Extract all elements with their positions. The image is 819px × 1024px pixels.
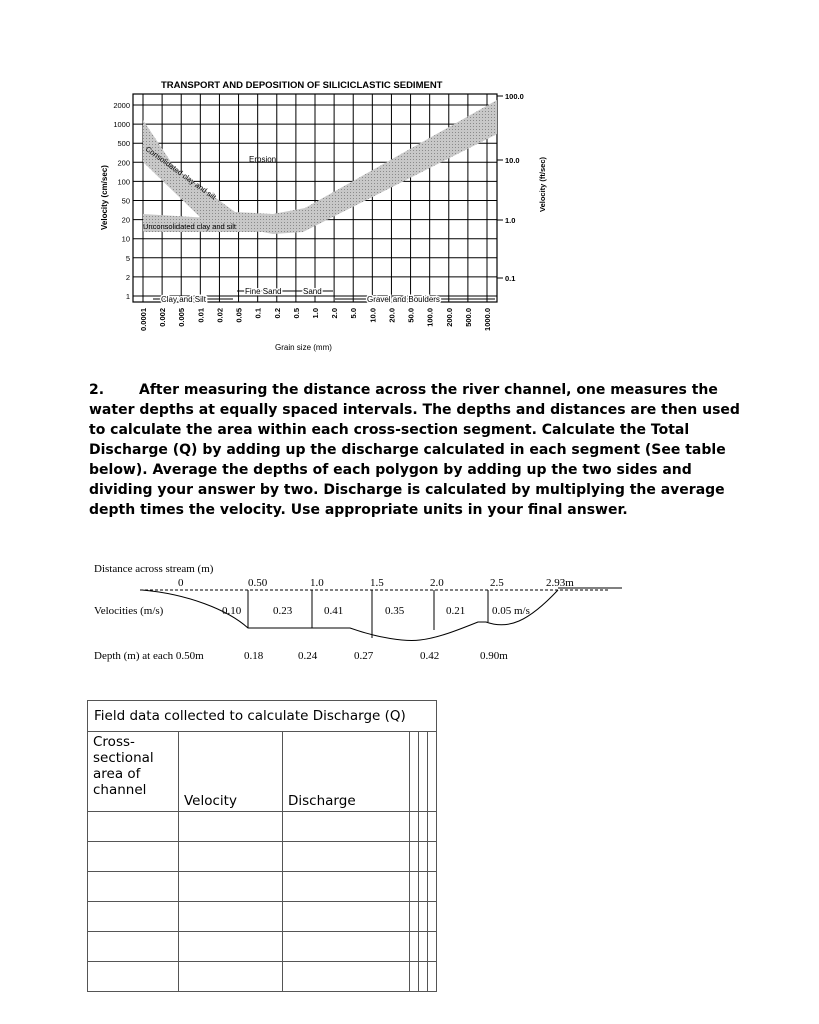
table-row (88, 872, 437, 902)
y-right-ticks (497, 92, 524, 283)
table-cell (419, 902, 428, 932)
table-cell[interactable] (283, 932, 410, 962)
table-cell (419, 842, 428, 872)
table-cell (410, 872, 419, 902)
gravel-label: Gravel and Boulders (367, 295, 440, 304)
sand-label: Sand (303, 287, 322, 296)
y-left-tick-label: 2 (125, 272, 130, 282)
x-tick-label: 0.2 (272, 308, 282, 319)
table-cell (428, 932, 437, 962)
x-tick-label: 0.01 (196, 308, 206, 323)
depth-value: 0.90m (480, 650, 508, 662)
velocity-value: 0.05 m/s (492, 605, 530, 617)
question-text: After measuring the distance across the river channel, one measures the water depths at equally spaced intervals. The depths and distances are then used to calculate the area within each cross-section segment. Calculate the Total Discharge (Q) by adding up the discharge calculated in each segment (See table below). Average the depths of each polygon by adding up the two sides and dividing your answer by two. Discharge is calculated by multiplying the average depth times the velocity. Use appropriate units in your final answer. (89, 382, 740, 518)
x-tick-label: 1.0 (311, 308, 320, 319)
distance-value: 2.0 (430, 577, 444, 589)
velocity-value: 0.41 (324, 605, 344, 617)
question-2 (89, 380, 749, 520)
table-cell[interactable] (179, 902, 283, 932)
table-cell[interactable] (88, 962, 179, 992)
table-cell (419, 962, 428, 992)
x-tick-label: 0.05 (234, 308, 244, 323)
y-right-tick-label: 0.1 (505, 274, 516, 283)
table-title: Field data collected to calculate Discharge (Q) (88, 701, 437, 732)
distance-values (178, 577, 574, 589)
x-tick-label: 0.002 (158, 308, 168, 327)
distance-value: 0.50 (248, 577, 268, 589)
y-left-tick-label: 20 (121, 215, 130, 225)
velocities-label: Velocities (m/s) (94, 605, 164, 617)
band-unconsolidated-label: Unconsolidated clay and silt (143, 222, 236, 231)
table-row (88, 902, 437, 932)
table-cell (419, 872, 428, 902)
table-cell[interactable] (88, 812, 179, 842)
y-left-tick-label: 200 (117, 158, 130, 168)
y-left-tick-label: 1000 (113, 120, 130, 130)
table-cell[interactable] (283, 962, 410, 992)
table-cell (410, 902, 419, 932)
y-left-tick-label: 10 (121, 234, 130, 244)
y-left-tick-label: 100 (117, 177, 130, 187)
hjulstrom-diagram (95, 72, 565, 372)
x-tick-label: 1000.0 (483, 308, 492, 331)
diagram-title: TRANSPORT AND DEPOSITION OF SILICICLASTIC SEDIMENT (161, 80, 443, 91)
x-tick-label: 2.0 (330, 308, 340, 319)
table-cell[interactable] (179, 842, 283, 872)
table-cell (428, 902, 437, 932)
table-cell (410, 932, 419, 962)
x-tick-label: 500.0 (463, 308, 473, 327)
table-cell (428, 872, 437, 902)
header-blank-3 (428, 732, 437, 812)
y-left-tick-label: 2000 (113, 101, 130, 110)
distance-label: Distance across stream (m) (94, 563, 214, 575)
y-right-tick-label: 10.0 (505, 156, 520, 165)
distance-value: 2.5 (490, 577, 504, 589)
x-tick-label: 5.0 (349, 308, 359, 319)
table-cell[interactable] (88, 902, 179, 932)
table-cell (410, 962, 419, 992)
table-cell (419, 932, 428, 962)
velocity-value: 0.35 (385, 605, 405, 617)
fine-sand-label: Fine Sand (245, 287, 282, 296)
table-cell[interactable] (179, 932, 283, 962)
x-tick-label: 0.1 (253, 308, 263, 319)
x-tick-label: 0.0001 (139, 308, 148, 331)
y-right-tick-label: 1.0 (505, 216, 516, 225)
depth-value: 0.18 (244, 650, 264, 662)
y-left-tick-label: 1 (125, 292, 130, 301)
velocity-value: 0.10 (222, 605, 242, 617)
distance-value: 1.0 (310, 577, 324, 589)
y-right-tick-label: 100.0 (505, 92, 524, 101)
distance-value: 1.5 (370, 577, 384, 589)
table-cell[interactable] (179, 872, 283, 902)
table-cell (410, 842, 419, 872)
table-cell[interactable] (283, 842, 410, 872)
velocity-values (222, 605, 530, 617)
depth-value: 0.42 (420, 650, 440, 662)
erosion-label: Erosion (249, 155, 277, 164)
x-tick-label: 10.0 (368, 308, 378, 323)
x-tick-label: 100.0 (425, 308, 435, 327)
distance-value: 2.93m (546, 577, 574, 589)
header-blank-2 (419, 732, 428, 812)
x-tick-label: 50.0 (406, 308, 416, 323)
x-axis-label: Grain size (mm) (275, 343, 332, 352)
table-cell[interactable] (283, 902, 410, 932)
header-discharge: Discharge (283, 732, 410, 812)
x-tick-label: 200.0 (444, 308, 454, 327)
y-left-ticks (113, 101, 130, 301)
table-cell (428, 812, 437, 842)
depth-label: Depth (m) at each 0.50m (94, 650, 204, 662)
distance-value: 0 (178, 577, 184, 589)
table-cell[interactable] (88, 842, 179, 872)
depth-value: 0.27 (354, 650, 374, 662)
x-tick-label: 20.0 (387, 308, 397, 323)
y-left-tick-label: 5 (125, 253, 130, 263)
table-cell (410, 812, 419, 842)
band-consolidated-label: Consolidated clay and silt (143, 144, 218, 202)
table-row (88, 962, 437, 992)
band-consolidated (143, 100, 497, 234)
table-cell[interactable] (283, 872, 410, 902)
y-left-axis-label: Velocity (cm/sec) (100, 165, 109, 230)
depth-value: 0.24 (298, 650, 318, 662)
clay-silt-label: Clay and Silt (161, 295, 206, 304)
table-cell[interactable] (88, 872, 179, 902)
question-number: 2. (89, 382, 105, 398)
depth-values (244, 650, 508, 662)
x-tick-label: 0.02 (215, 308, 225, 323)
velocity-value: 0.23 (273, 605, 293, 617)
table-cell (428, 842, 437, 872)
table-cell[interactable] (283, 812, 410, 842)
stream-cross-section (88, 560, 648, 670)
table-cell (419, 812, 428, 842)
table-row (88, 842, 437, 872)
table-cell[interactable] (179, 962, 283, 992)
table-cell[interactable] (88, 932, 179, 962)
table-row (88, 932, 437, 962)
field-data-table (87, 700, 437, 992)
table-row (88, 812, 437, 842)
x-ticks (139, 308, 492, 331)
x-tick-label: 0.5 (291, 308, 301, 319)
x-tick-label: 0.005 (177, 308, 187, 327)
y-left-tick-label: 500 (117, 139, 130, 149)
velocity-value: 0.21 (446, 605, 466, 617)
table-cell (428, 962, 437, 992)
header-velocity: Velocity (179, 732, 283, 812)
header-area: Cross- sectional area of channel (88, 732, 179, 812)
y-left-tick-label: 50 (121, 196, 130, 206)
table-cell[interactable] (179, 812, 283, 842)
y-right-axis-label: Velocity (ft/sec) (538, 156, 547, 212)
header-blank-1 (410, 732, 419, 812)
